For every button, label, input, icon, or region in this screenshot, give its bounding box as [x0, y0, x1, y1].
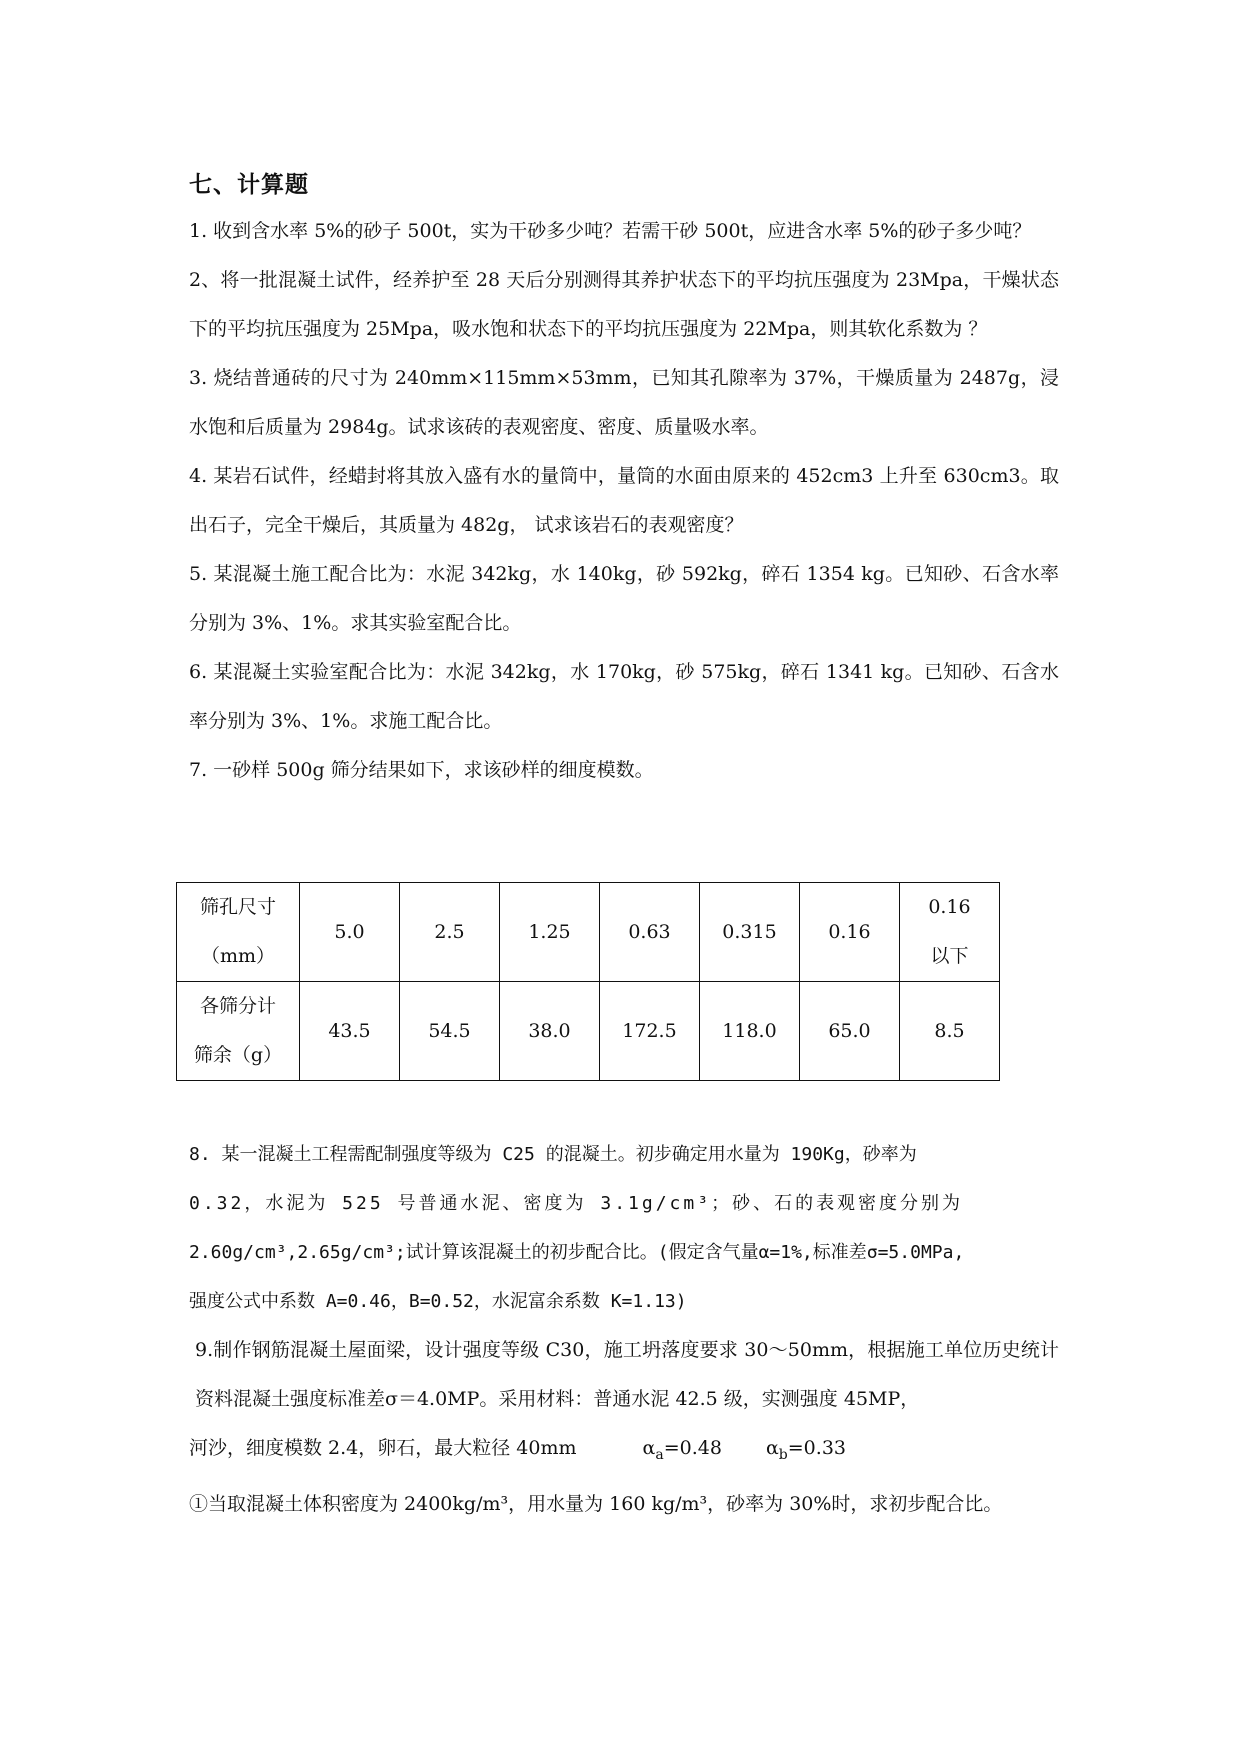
table-cell: 5.0	[300, 883, 400, 982]
table-cell: 118.0	[700, 982, 800, 1081]
alpha-b-value: =0.33	[787, 1437, 846, 1459]
question-1: 1. 收到含水率 5%的砂子 500t，实为干砂多少吨？若需干砂 500t，应进含水率 5%的砂子多少吨？	[189, 220, 1032, 242]
question-7: 7. 一砂样 500g 筛分结果如下，求该砂样的细度模数。	[189, 759, 654, 781]
alpha-a-subscript: a	[655, 1446, 664, 1463]
alpha-a-value: =0.48	[663, 1437, 722, 1459]
table-cell: 0.63	[600, 883, 700, 982]
alpha-b-subscript: b	[778, 1446, 788, 1463]
question-8-line-2: 0.32，水泥为 525 号普通水泥、密度为 3.1g/cm³；砂、石的表观密度分别为	[189, 1193, 964, 1214]
table-cell: 0.16 以下	[900, 883, 1000, 982]
table-cell: 54.5	[400, 982, 500, 1081]
table-cell: 0.315	[700, 883, 800, 982]
question-9-line-1: 9.制作钢筋混凝土屋面梁，设计强度等级 C30，施工坍落度要求 30～50mm，根据施工单位历史统计资料混凝土强度标准差σ＝4.0MP。采用材料：普通水泥 42.5 级，实测强度 45MP，	[195, 1339, 1059, 1410]
question-8-line-1: 8. 某一混凝土工程需配制强度等级为 C25 的混凝土。初步确定用水量为 190Kg，砂率为	[189, 1144, 917, 1165]
question-3: 3. 烧结普通砖的尺寸为 240mm×115mm×53mm，已知其孔隙率为 37%，干燥质量为 2487g，浸水饱和后质量为 2984g。试求该砖的表观密度、密度、质量吸水率。	[189, 367, 1059, 438]
alpha-b-symbol: α	[765, 1437, 779, 1459]
section-title: 七、计算题	[189, 172, 309, 198]
question-4: 4. 某岩石试件，经蜡封将其放入盛有水的量筒中，量筒的水面由原来的 452cm3 上升至 630cm3。取出石子，完全干燥后，其质量为 482g， 试求该岩石的表观密度？	[189, 465, 1059, 536]
sieve-table	[176, 882, 1000, 1081]
question-8-line-4: 强度公式中系数 A=0.46，B=0.52，水泥富余系数 K=1.13)	[189, 1291, 687, 1312]
alpha-a-symbol: α	[642, 1437, 656, 1459]
question-9-materials: 河沙，细度模数 2.4，卵石，最大粒径 40mm	[189, 1437, 577, 1459]
table-cell: 0.16	[800, 883, 900, 982]
table-cell: 172.5	[600, 982, 700, 1081]
question-6: 6. 某混凝土实验室配合比为：水泥 342kg，水 170kg，砂 575kg，碎石 1341 kg。已知砂、石含水率分别为 3%、1%。求施工配合比。	[189, 661, 1059, 732]
question-2: 2、将一批混凝土试件，经养护至 28 天后分别测得其养护状态下的平均抗压强度为 23Mpa，干燥状态下的平均抗压强度为 25Mpa，吸水饱和状态下的平均抗压强度为 22Mpa，则其软化系数为 ？	[189, 269, 1059, 340]
table-cell: 8.5	[900, 982, 1000, 1081]
question-9-line-3: ①当取混凝土体积密度为 2400kg/m³，用水量为 160 kg/m³，砂率为 30%时，求初步配合比。	[189, 1492, 1003, 1515]
questions-block-1	[189, 207, 1059, 795]
question-5: 5. 某混凝土施工配合比为：水泥 342kg，水 140kg，砂 592kg，碎石 1354 kg。已知砂、石含水率分别为 3%、1%。求其实验室配合比。	[189, 563, 1059, 634]
table-row-sieve-size	[177, 883, 1000, 982]
table-cell: 43.5	[300, 982, 400, 1081]
table-cell: 65.0	[800, 982, 900, 1081]
table-header-residue: 各筛分计 筛余（g）	[177, 982, 300, 1081]
question-9-line-2	[189, 1424, 1059, 1480]
questions-block-2	[189, 1130, 1059, 1529]
table-cell: 38.0	[500, 982, 600, 1081]
table-header-sieve-size: 筛孔尺寸 （mm）	[177, 883, 300, 982]
question-8-line-3: 2.60g/cm³,2.65g/cm³;试计算该混凝土的初步配合比。(假定含气量α=1%,标准差σ=5.0MPa,	[189, 1242, 965, 1263]
table-cell: 1.25	[500, 883, 600, 982]
table-cell: 2.5	[400, 883, 500, 982]
table-row-residue	[177, 982, 1000, 1081]
